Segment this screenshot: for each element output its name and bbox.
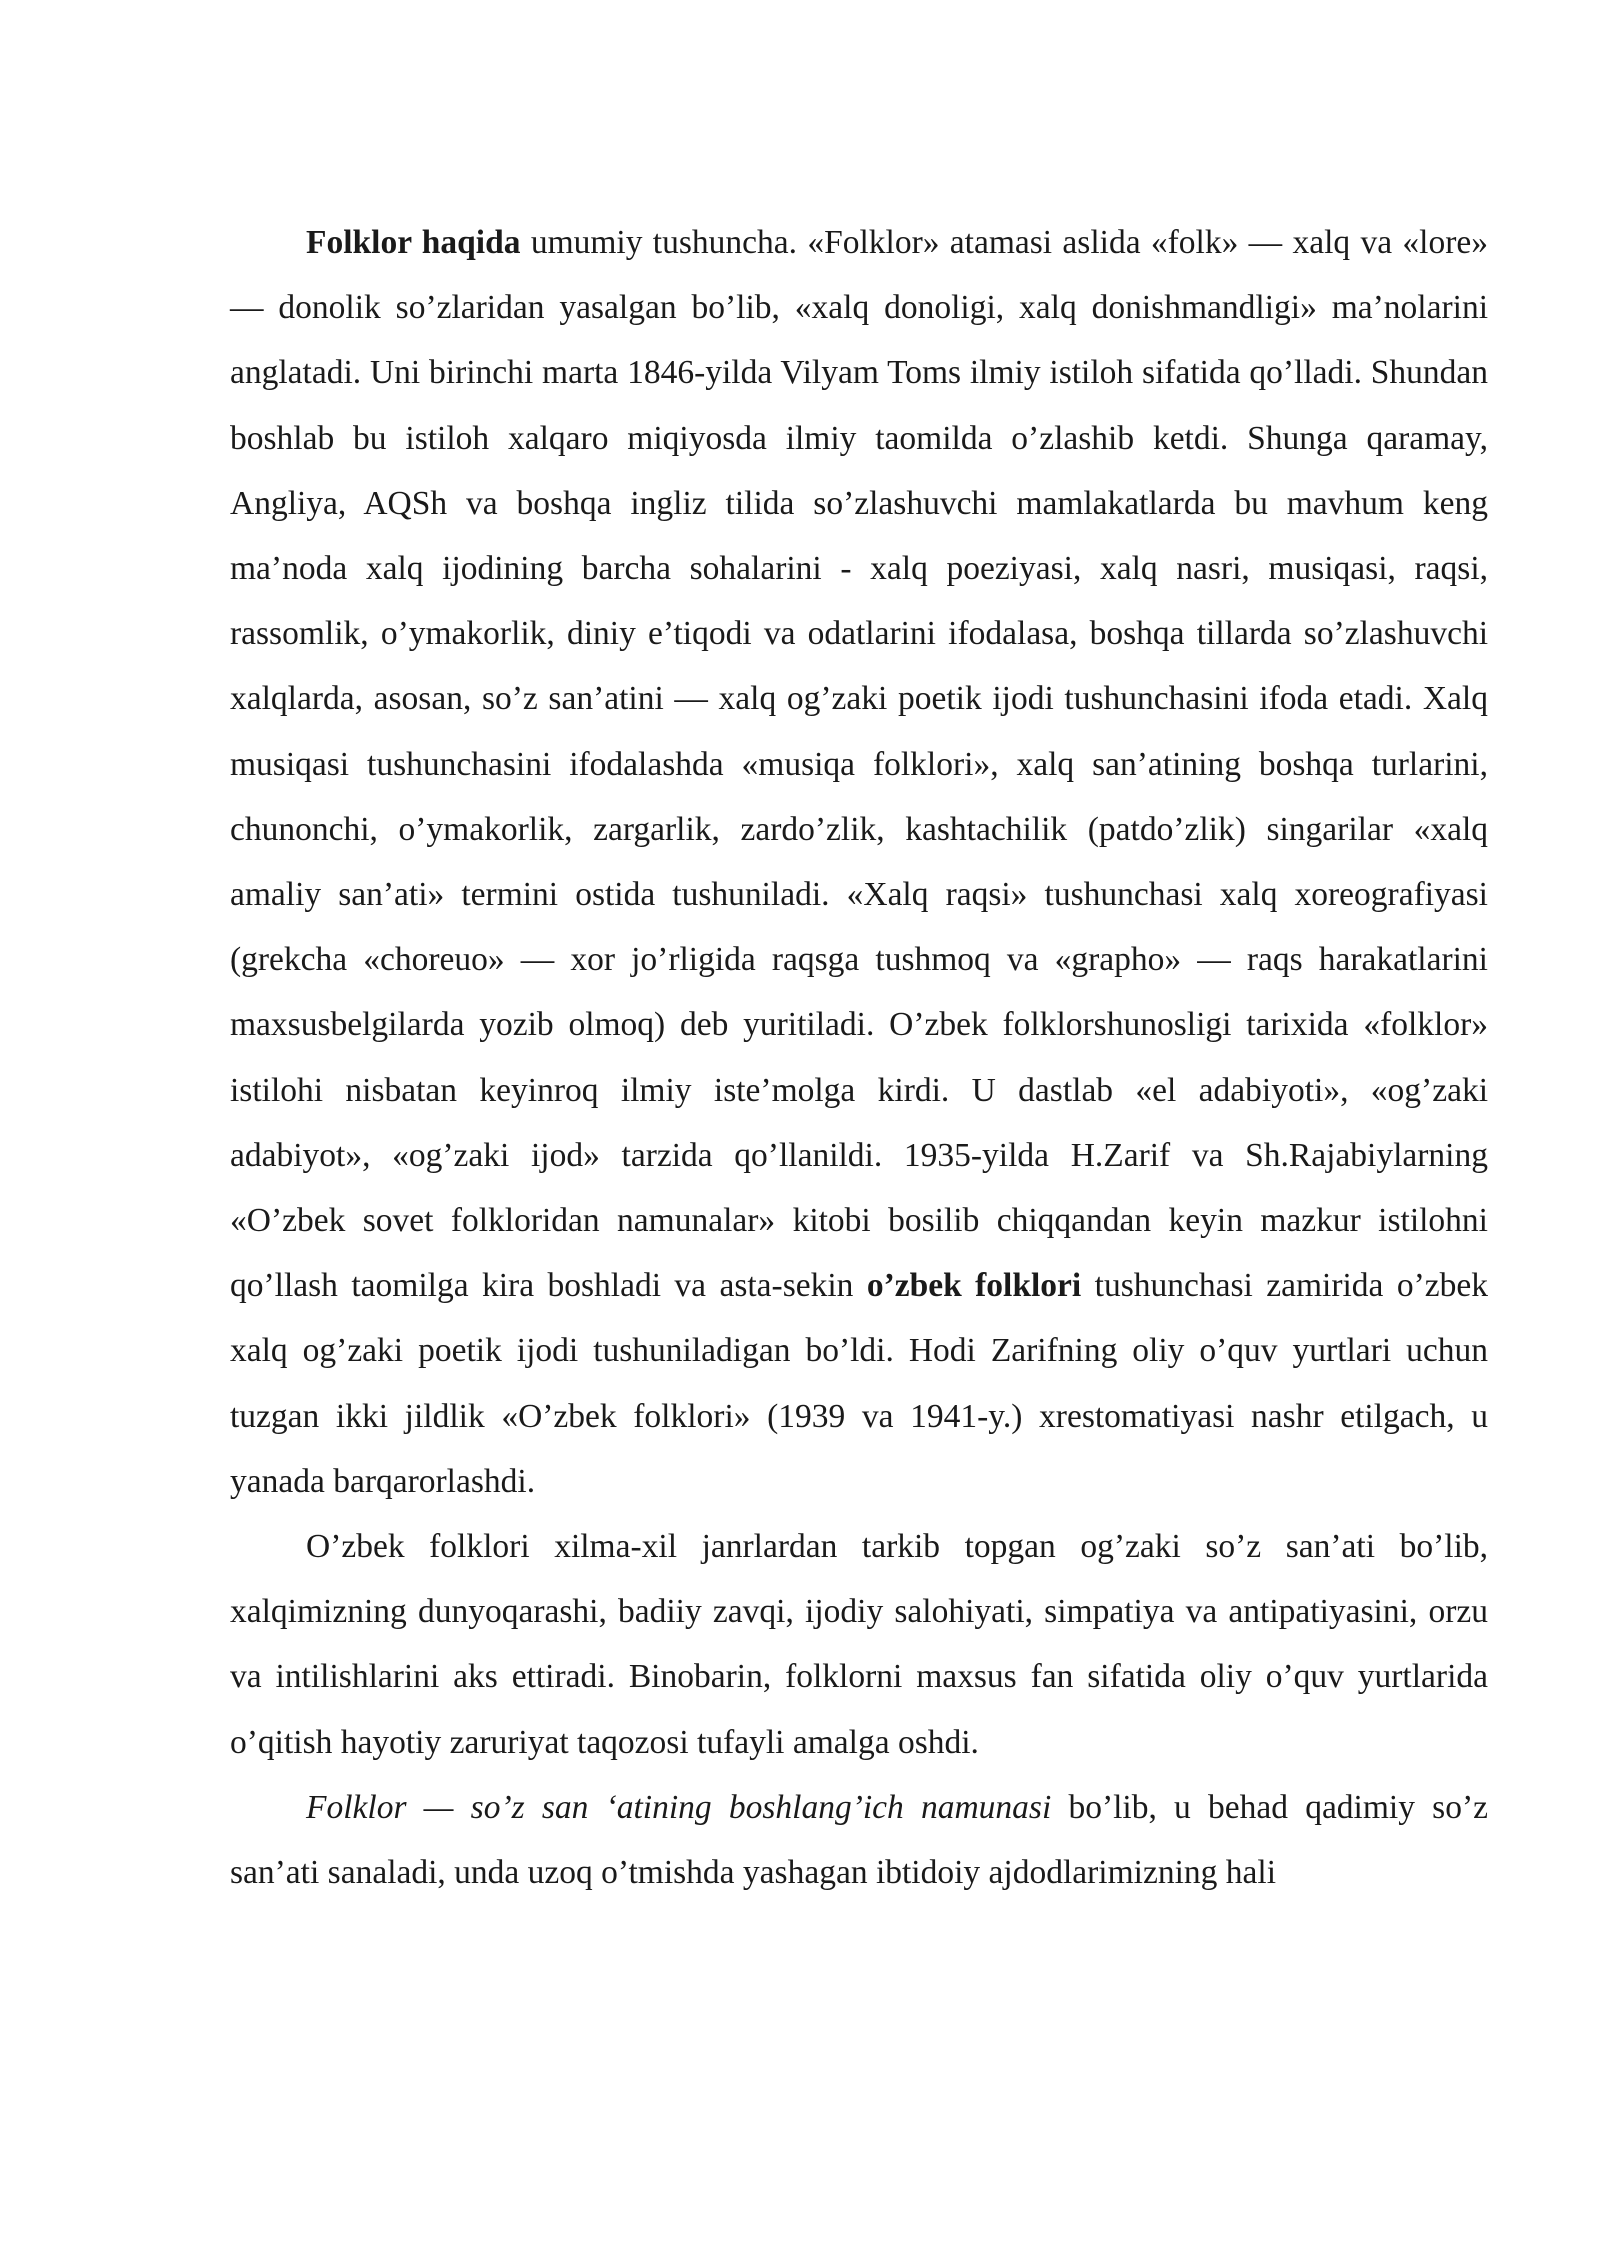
paragraph-ozbek-folklori bbox=[230, 1514, 1488, 1775]
term-ozbek-folklori: o’zbek folklori bbox=[866, 1267, 1082, 1305]
paragraph-text: bo’lib, u behad qadimiy so’z san’ati sanaladi, unda uzoq o’tmishda yashagan ibtidoiy ajdodlarimizning hali bbox=[230, 1788, 1488, 1892]
paragraph-text: O’zbek folklori xilma-xil janrlardan tarkib topgan og’zaki so’z san’ati bo’lib, xalqimizning dunyoqarashi, badiiy zavqi, ijodiy salohiyati, simpatiya va antipatiyasini, orzu va intilishlarini aks ettiradi. Binobarin, folklorni maxsus fan sifatida oliy o’quv yurtlarida o’qitish hayotiy zaruriyat taqozosi tufayli amalga oshdi. bbox=[230, 1528, 1488, 1761]
document-page bbox=[230, 210, 1488, 1905]
italic-definition: Folklor — so’z san ‘atining boshlang’ich namunasi bbox=[306, 1788, 1052, 1826]
term-folklor-haqida: Folklor haqida bbox=[306, 224, 521, 261]
paragraph-folklor-haqida bbox=[230, 210, 1488, 1514]
paragraph-text: umumiy tushuncha. «Folklor» atamasi aslida «folk» — xalq va «lore» — donolik so’zlaridan yasalgan bo’lib, «xalq donoligi, xalq donishmandligi» ma’nolarini anglatadi. Uni birinchi marta 1846-yilda Vilyam Toms ilmiy istiloh sifatida qo’lladi. Shundan boshlab bu istiloh xalqaro miqiyosda ilmiy taomilda o’zlashib ketdi. Shunga qaramay, Angliya, AQSh va boshqa ingliz tilida so’zlashuvchi mamlakatlarda bu mavhum keng ma’noda xalq ijodining barcha sohalarini - xalq poeziyasi, xalq nasri, musiqasi, raqsi, rassomlik, o’ymakorlik, diniy e’tiqodi va odatlarini ifodalasa, boshqa tillarda so’zlashuvchi xalqlarda, asosan, so’z san’atini — xalq og’zaki poetik ijodi tushunchasini ifoda etadi. Xalq musiqasi tushunchasini ifodalashda «musiqa folklori», xalq san’atining boshqa turlarini, chunonchi, o’ymakorlik, zargarlik, zardo’zlik, kashtachilik (patdo’zlik) singarilar «xalq amaliy san’ati» termini ostida tushuniladi. «Xalq raqsi» tushunchasi xalq xoreografiyasi (grekcha «choreuo» — xor jo’rligida raqsga tushmoq va «grapho» — raqs harakatlarini maxsusbelgilarda yozib olmoq) deb yuritiladi. O’zbek folklorshunosligi tarixida «folklor» istilohi nisbatan keyinroq ilmiy iste’molga kirdi. U dastlab «el adabiyoti», «og’zaki adabiyot», «og’zaki ijod» tarzida qo’llanildi. 1935-yilda H.Zarif va Sh.Rajabiylarning «O’zbek sovet folkloridan namunalar» kitobi bosilib chiqqandan keyin mazkur istilohni qo’llash taomilga kira boshladi va asta-sekin bbox=[230, 224, 1488, 1305]
paragraph-text: tushunchasi zamirida o’zbek xalq og’zaki poetik ijodi tushuniladigan bo’ldi. Hodi Zarifning oliy o’quv yurtlari uchun tuzgan ikki jildlik «O’zbek folklori» (1939 va 1941-y.) xrestomatiyasi nashr etilgach, u yanada barqarorlashdi. bbox=[230, 1267, 1488, 1500]
paragraph-folklor-definition bbox=[230, 1775, 1488, 1905]
